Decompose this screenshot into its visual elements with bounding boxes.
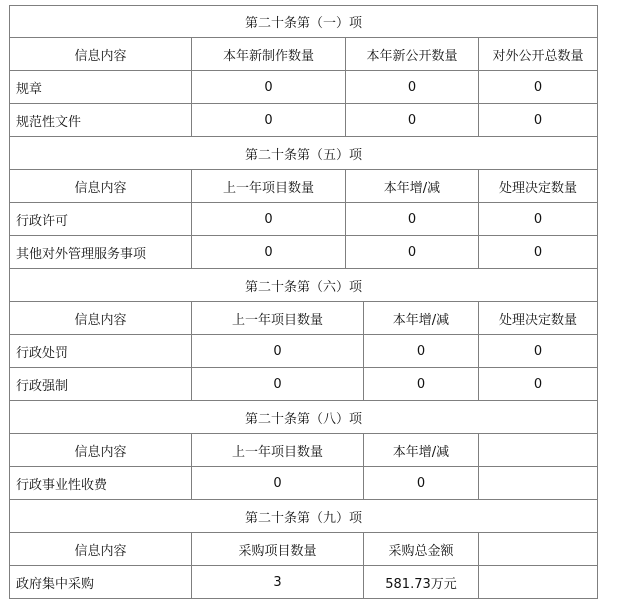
column-header: 信息内容 — [9, 434, 192, 467]
column-header: 本年新制作数量 — [192, 38, 346, 71]
column-header: 处理决定数量 — [479, 170, 598, 203]
table-cell: 0 — [479, 335, 598, 368]
table-cell: 0 — [479, 104, 598, 137]
table-cell: 0 — [479, 203, 598, 236]
table-cell: 0 — [479, 71, 598, 104]
column-header: 上一年项目数量 — [192, 170, 346, 203]
row-label: 行政许可 — [9, 203, 192, 236]
table-cell: 0 — [192, 236, 346, 269]
table-cell: 0 — [346, 104, 479, 137]
row-label: 行政事业性收费 — [9, 467, 192, 500]
section-title: 第二十条第（一）项 — [9, 5, 598, 38]
column-header: 信息内容 — [9, 38, 192, 71]
table-cell: 0 — [192, 71, 346, 104]
column-header — [479, 434, 598, 467]
column-header: 本年新公开数量 — [346, 38, 479, 71]
table-cell: 0 — [192, 467, 364, 500]
column-header: 信息内容 — [9, 170, 192, 203]
section-title: 第二十条第（八）项 — [9, 401, 598, 434]
table-cell: 0 — [364, 467, 479, 500]
row-label: 行政处罚 — [9, 335, 192, 368]
row-label: 规章 — [9, 71, 192, 104]
column-header: 上一年项目数量 — [192, 302, 364, 335]
table-cell: 0 — [479, 368, 598, 401]
column-header: 本年增/减 — [364, 302, 479, 335]
column-header: 处理决定数量 — [479, 302, 598, 335]
table-cell: 581.73万元 — [364, 566, 479, 599]
table-cell: 0 — [192, 335, 364, 368]
row-label: 政府集中采购 — [9, 566, 192, 599]
column-header: 本年增/减 — [364, 434, 479, 467]
table-cell: 0 — [346, 236, 479, 269]
column-header: 上一年项目数量 — [192, 434, 364, 467]
table-cell: 0 — [364, 335, 479, 368]
table-cell: 0 — [364, 368, 479, 401]
table-cell — [479, 467, 598, 500]
column-header: 采购项目数量 — [192, 533, 364, 566]
column-header: 对外公开总数量 — [479, 38, 598, 71]
row-label: 行政强制 — [9, 368, 192, 401]
table-cell: 0 — [346, 203, 479, 236]
table-cell: 0 — [192, 203, 346, 236]
column-header: 本年增/减 — [346, 170, 479, 203]
disclosure-table — [9, 5, 598, 596]
section-title: 第二十条第（九）项 — [9, 500, 598, 533]
row-label: 规范性文件 — [9, 104, 192, 137]
table-cell: 0 — [192, 368, 364, 401]
column-header: 信息内容 — [9, 533, 192, 566]
column-header — [479, 533, 598, 566]
table-cell: 0 — [192, 104, 346, 137]
row-label: 其他对外管理服务事项 — [9, 236, 192, 269]
table-cell: 0 — [346, 71, 479, 104]
table-cell — [479, 566, 598, 599]
column-header: 信息内容 — [9, 302, 192, 335]
section-title: 第二十条第（五）项 — [9, 137, 598, 170]
column-header: 采购总金额 — [364, 533, 479, 566]
table-cell: 3 — [192, 566, 364, 599]
table-cell: 0 — [479, 236, 598, 269]
section-title: 第二十条第（六）项 — [9, 269, 598, 302]
